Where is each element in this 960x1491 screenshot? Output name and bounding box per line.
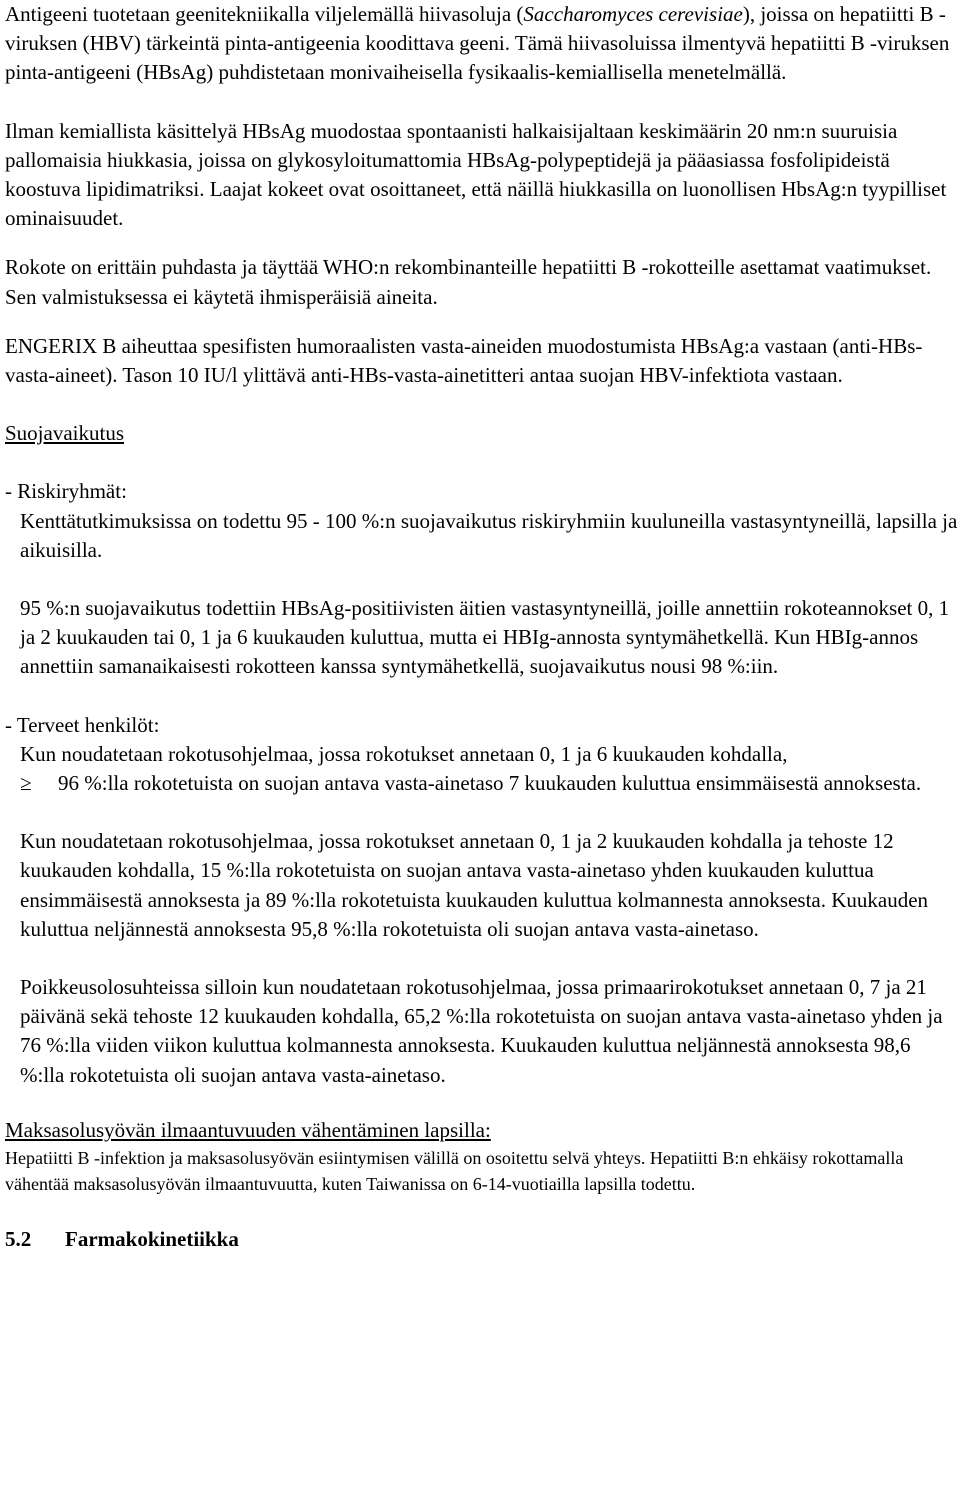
intro-paragraph xyxy=(5,0,958,88)
particles-paragraph: Ilman kemiallista käsittelyä HBsAg muodostaa spontaanisti halkaisijaltaan keskimäärin 20 nm:n suuruisia pallomaisia hiukkasia, joissa on glykosyloitumattomia HBsAg-polypeptidejä ja pääasiassa fosfolipideistä koostuva lipidimatriksi. Laajat kokeet ovat osoittaneet, että näillä hiukkasilla on luonollisen HbsAg:n tyypilliset ominaisuudet. xyxy=(5,118,947,231)
intro-text-start: Antigeeni tuotetaan geenitekniikalla viljelemällä hiivasoluja ( xyxy=(5,2,524,26)
risk-groups-paragraph-2: 95 %:n suojavaikutus todettiin HBsAg-positiivisten äitien vastasyntyneillä, joille annettiin rokoteannokset 0, 1 ja 2 kuukauden tai 0, 1 ja 6 kuukauden kuluttua, mutta ei HBIg-annosta syntymähetkellä. Kun HBIg-annos annettiin samanaikaisesti rokotteen kanssa syntymähetkellä, suojavaikutus nousi 98 %:iin. xyxy=(20,596,950,679)
liver-cancer-heading: Maksasolusyövän ilmaantuvuuden vähentäminen lapsilla: xyxy=(5,1117,491,1142)
healthy-persons-label: - Terveet henkilöt: xyxy=(5,712,160,737)
healthy-persons-paragraph-1 xyxy=(5,740,958,798)
purity-paragraph: Rokote on erittäin puhdasta ja täyttää WHO:n rekombinanteille hepatiitti B -rokotteille asettamat vaatimukset. Sen valmistuksessa ei käytetä ihmisperäisiä aineita. xyxy=(5,255,932,309)
healthy-p1-rest: 96 %:lla rokotetuista on suojan antava vasta-ainetaso 7 kuukauden kuluttua ensimmäisestä annoksesta. xyxy=(58,771,922,796)
risk-groups-paragraph-1: Kenttätutkimuksissa on todettu 95 - 100 %:n suojavaikutus riskiryhmiin kuuluneilla vastasyntyneillä, lapsilla ja aikuisilla. xyxy=(20,508,958,562)
suojavaikutus-heading: Suojavaikutus xyxy=(5,421,124,446)
healthy-persons-paragraph-3: Poikkeusolosuhteissa silloin kun noudatetaan rokotusohjelmaa, jossa primaarirokotukset annetaan 0, 7 ja 21 päivänä sekä tehoste 12 kuukauden kohdalla, 65,2 %:lla rokotetuista on suojan antava vasta-ainetaso yhden ja 76 %:lla viiden viikon kuluttua kolmannesta annoksesta. Kuukauden kuluttua neljännestä annoksesta 98,6 %:lla rokotetuista oli suojan antava vasta-ainetaso. xyxy=(20,975,943,1087)
liver-cancer-paragraph: Hepatiitti B -infektion ja maksasolusyövän esiintymisen välillä on osoitettu selvä yhteys. Hepatiitti B:n ehkäisy rokottamalla vähentää maksasolusyövän ilmaantuvuutta, kuten Taiwanissa on 6-14-vuotiailla lapsilla todettu. xyxy=(5,1148,904,1195)
healthy-p1-line1: Kun noudatetaan rokotusohjelmaa, jossa rokotukset annetaan 0, 1 ja 6 kuukauden kohdalla, xyxy=(20,741,788,766)
species-name: Saccharomyces cerevisiae xyxy=(523,2,743,26)
section-heading xyxy=(5,1225,958,1254)
greater-equal-symbol: ≥ xyxy=(20,771,32,796)
healthy-persons-paragraph-2: Kun noudatetaan rokotusohjelmaa, jossa rokotukset annetaan 0, 1 ja 2 kuukauden kohdalla ja tehoste 12 kuukauden kohdalla, 15 %:lla rokotetuista on suojan antava vasta-ainetaso yhden kuukauden kuluttua ensimmäisestä annoksesta ja 89 %:lla rokotetuista kuukauden kuluttua kolmannesta annoksesta. Kuukauden kuluttua neljännestä annoksesta 95,8 %:lla rokotetuista oli suojan antava vasta-ainetaso. xyxy=(20,829,929,941)
intro-text-end: ), joissa on hepatiitti B -viruksen (HBV) tärkeintä pinta-antigeenia koodittava geeni. Tämä hiivasoluissa ilmentyvä hepatiitti B -viruksen pinta-antigeeni (HBsAg) puhdistetaan monivaiheisella fysikaalis-kemiallisella menetelmällä. xyxy=(5,2,950,85)
section-title: Farmakokinetiikka xyxy=(65,1227,239,1252)
antibody-paragraph: ENGERIX B aiheuttaa spesifisten humoraalisten vasta-aineiden muodostumista HBsAg:a vastaan (anti-HBs-vasta-aineet). Tason 10 IU/l ylittävä anti-HBs-vasta-ainetitteri antaa suojan HBV-infektiota vastaan. xyxy=(5,333,923,388)
risk-groups-label: - Riskiryhmät: xyxy=(5,479,127,504)
section-number: 5.2 xyxy=(5,1227,32,1252)
